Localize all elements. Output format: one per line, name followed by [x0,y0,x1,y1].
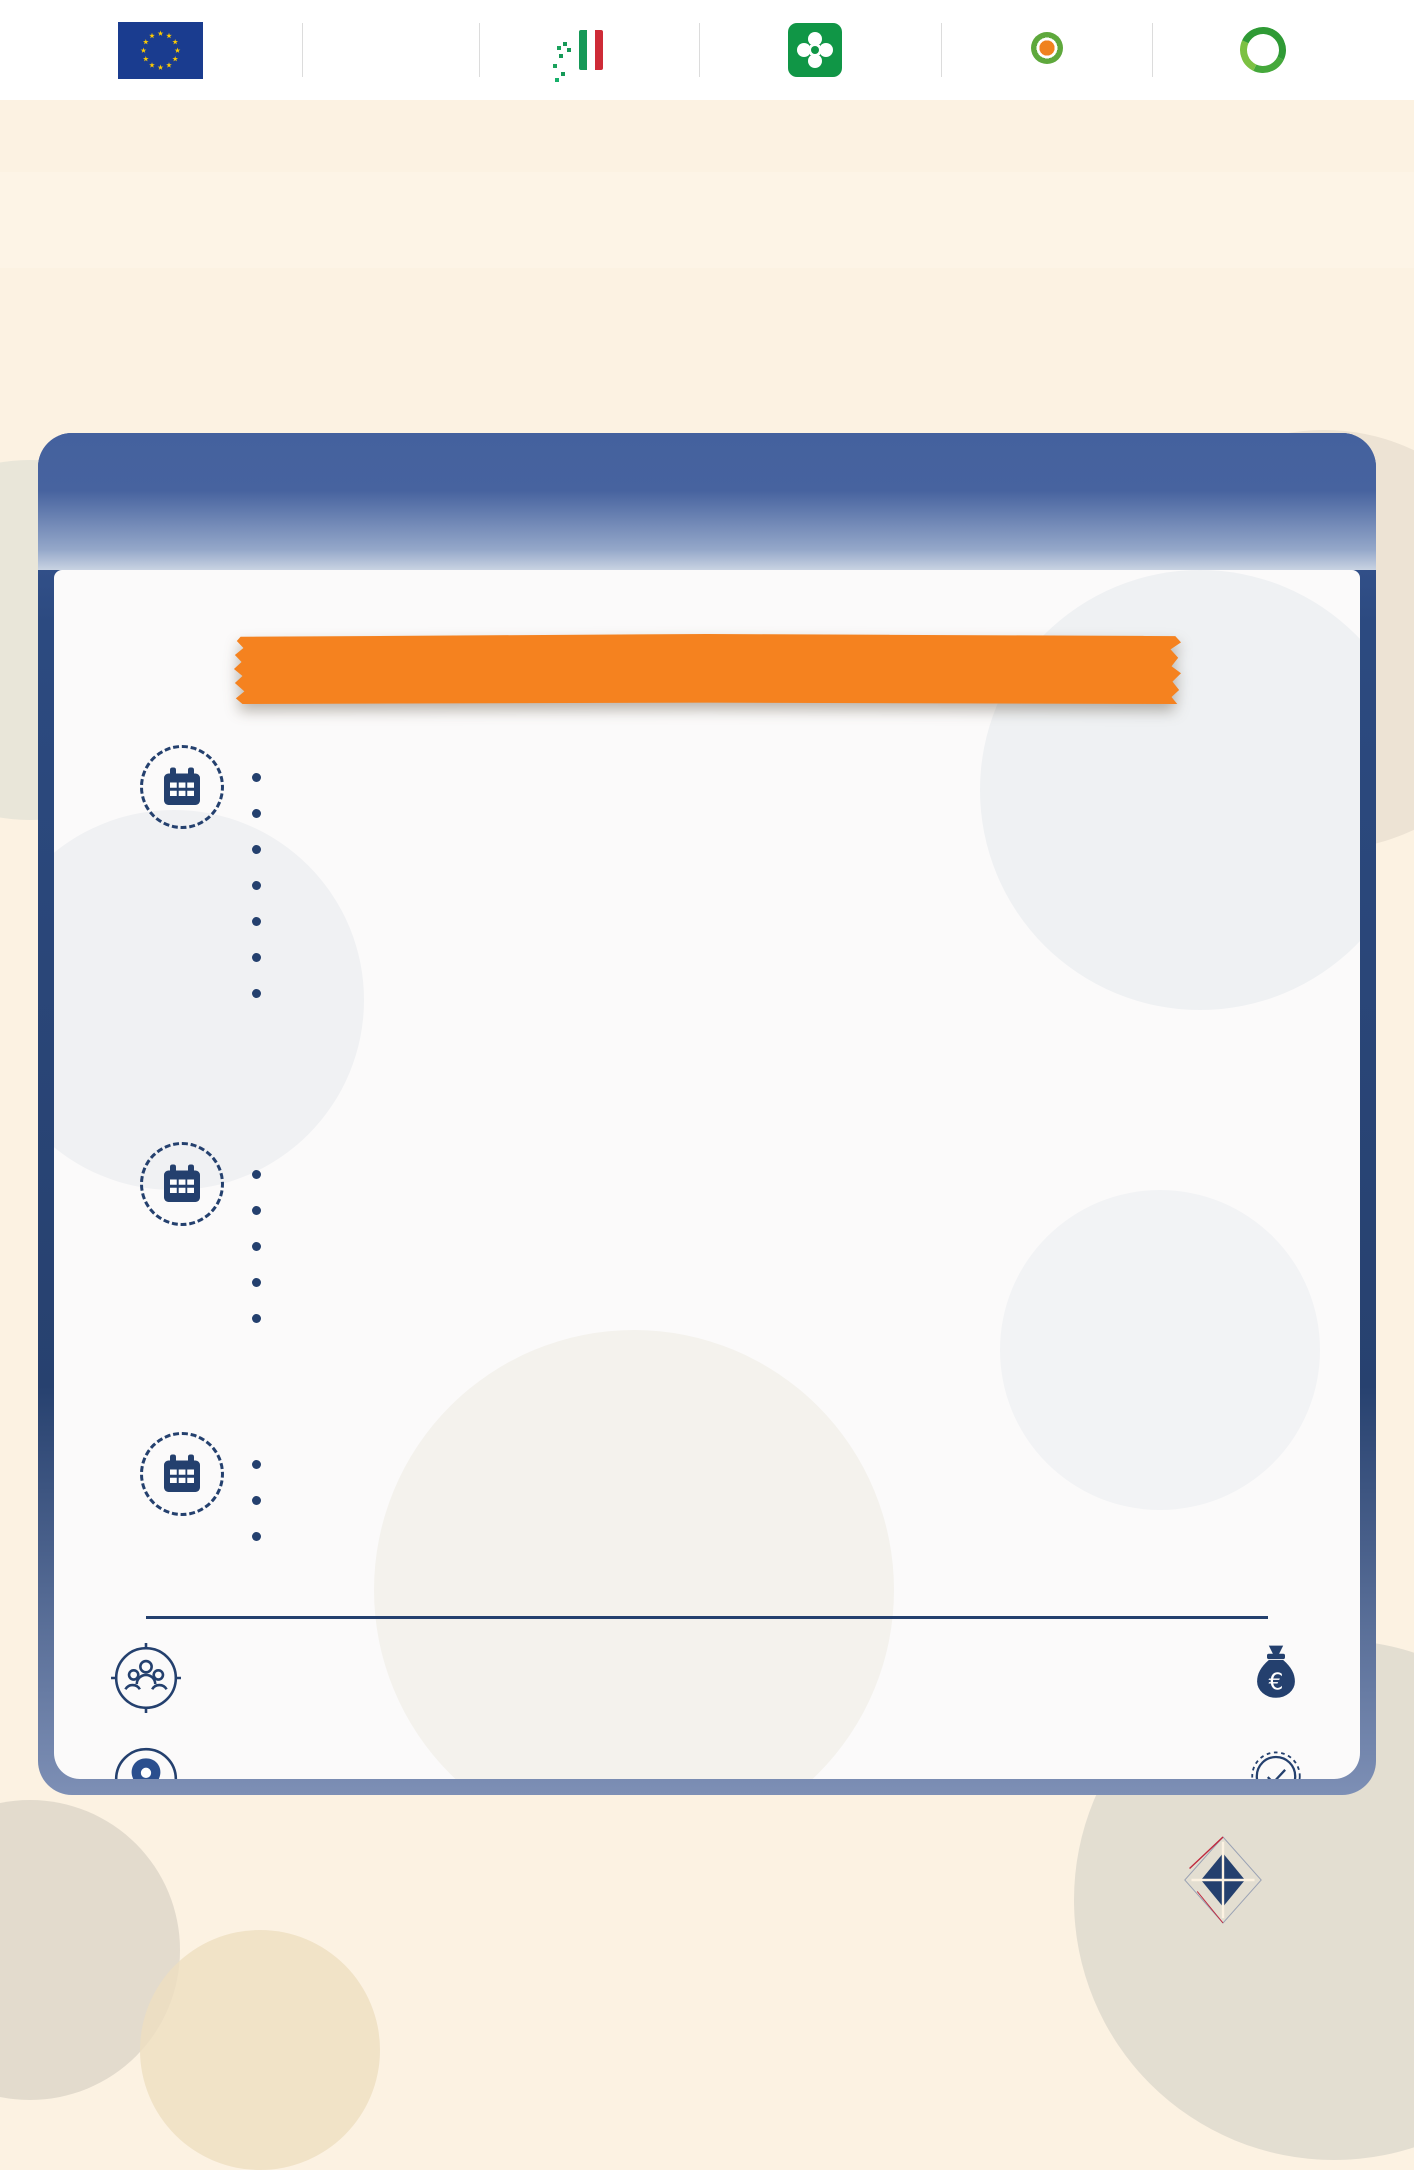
decorative-circle [140,1930,380,2170]
calendar-card [38,433,1376,1795]
intro-block [0,332,1414,344]
location-pin-icon [110,1743,182,1779]
money-bag-icon [1244,1642,1316,1719]
cesvip-diamond-icon [1180,1832,1266,1928]
partner-logo-bar [0,0,1414,100]
gol-logo [1030,32,1064,68]
costo-block [1224,1642,1316,1719]
course-item [246,903,284,939]
logo-divider [302,23,303,77]
green-ring-icon [1234,21,1293,80]
month-section-dicembre [54,1432,1330,1554]
course-item [246,1446,284,1482]
course-item [246,1482,284,1518]
course-item [246,1156,284,1192]
info-grid [110,1642,1316,1779]
svg-text:€: € [1268,1667,1284,1696]
logo-divider [1152,23,1153,77]
course-item [246,975,284,1011]
lavoro-in-lombardia-logo [1240,27,1296,73]
month-title [246,1142,284,1146]
card-header [38,433,1376,570]
course-item [246,867,284,903]
cesvip-sub [1276,1880,1310,1882]
pixel-decoration [567,48,571,52]
course-item [246,1518,284,1554]
ribbon-banner [233,634,1181,704]
band-top-row [0,100,1414,174]
eu-funding-logo [118,22,215,79]
italiadomani-logo [567,30,611,70]
month-section-ottobre [54,745,1330,1011]
course-item [246,1264,284,1300]
band-bottom-row [0,268,1414,312]
attestato-block [1224,1745,1316,1779]
course-item [246,795,284,831]
calendar-icon [140,1432,224,1516]
logo-divider [699,23,700,77]
course-list [246,1156,284,1336]
month-title [246,1432,284,1436]
course-item [246,1192,284,1228]
eu-flag-icon [118,22,203,79]
course-item [246,831,284,867]
dove-block [110,1743,650,1779]
course-item [246,759,284,795]
audience-icon [110,1642,182,1719]
card-body [54,570,1360,1779]
course-item [246,1228,284,1264]
month-section-novembre [54,1142,1330,1336]
month-title [246,745,284,749]
camunian-rose-icon [788,23,842,77]
hero-strip [0,172,1414,268]
cesvip-name [1276,1878,1310,1880]
course-list [246,759,284,1011]
calendar-icon [140,1142,224,1226]
course-item [246,939,284,975]
italy-flag-icon [579,30,603,70]
certificate-award-icon [1244,1745,1316,1779]
logo-divider [941,23,942,77]
regione-lombardia-logo [788,23,854,77]
logo-divider [479,23,480,77]
calendar-icon [140,745,224,829]
course-list [246,1446,284,1554]
gol-letter-o-icon [1031,32,1063,64]
course-item [246,1300,284,1336]
destinatari-block [110,1642,650,1719]
decorative-band [0,100,1414,312]
divider-rule [146,1616,1268,1619]
cesvip-logo [1180,1832,1310,1928]
card-header-line1 [38,433,1376,449]
